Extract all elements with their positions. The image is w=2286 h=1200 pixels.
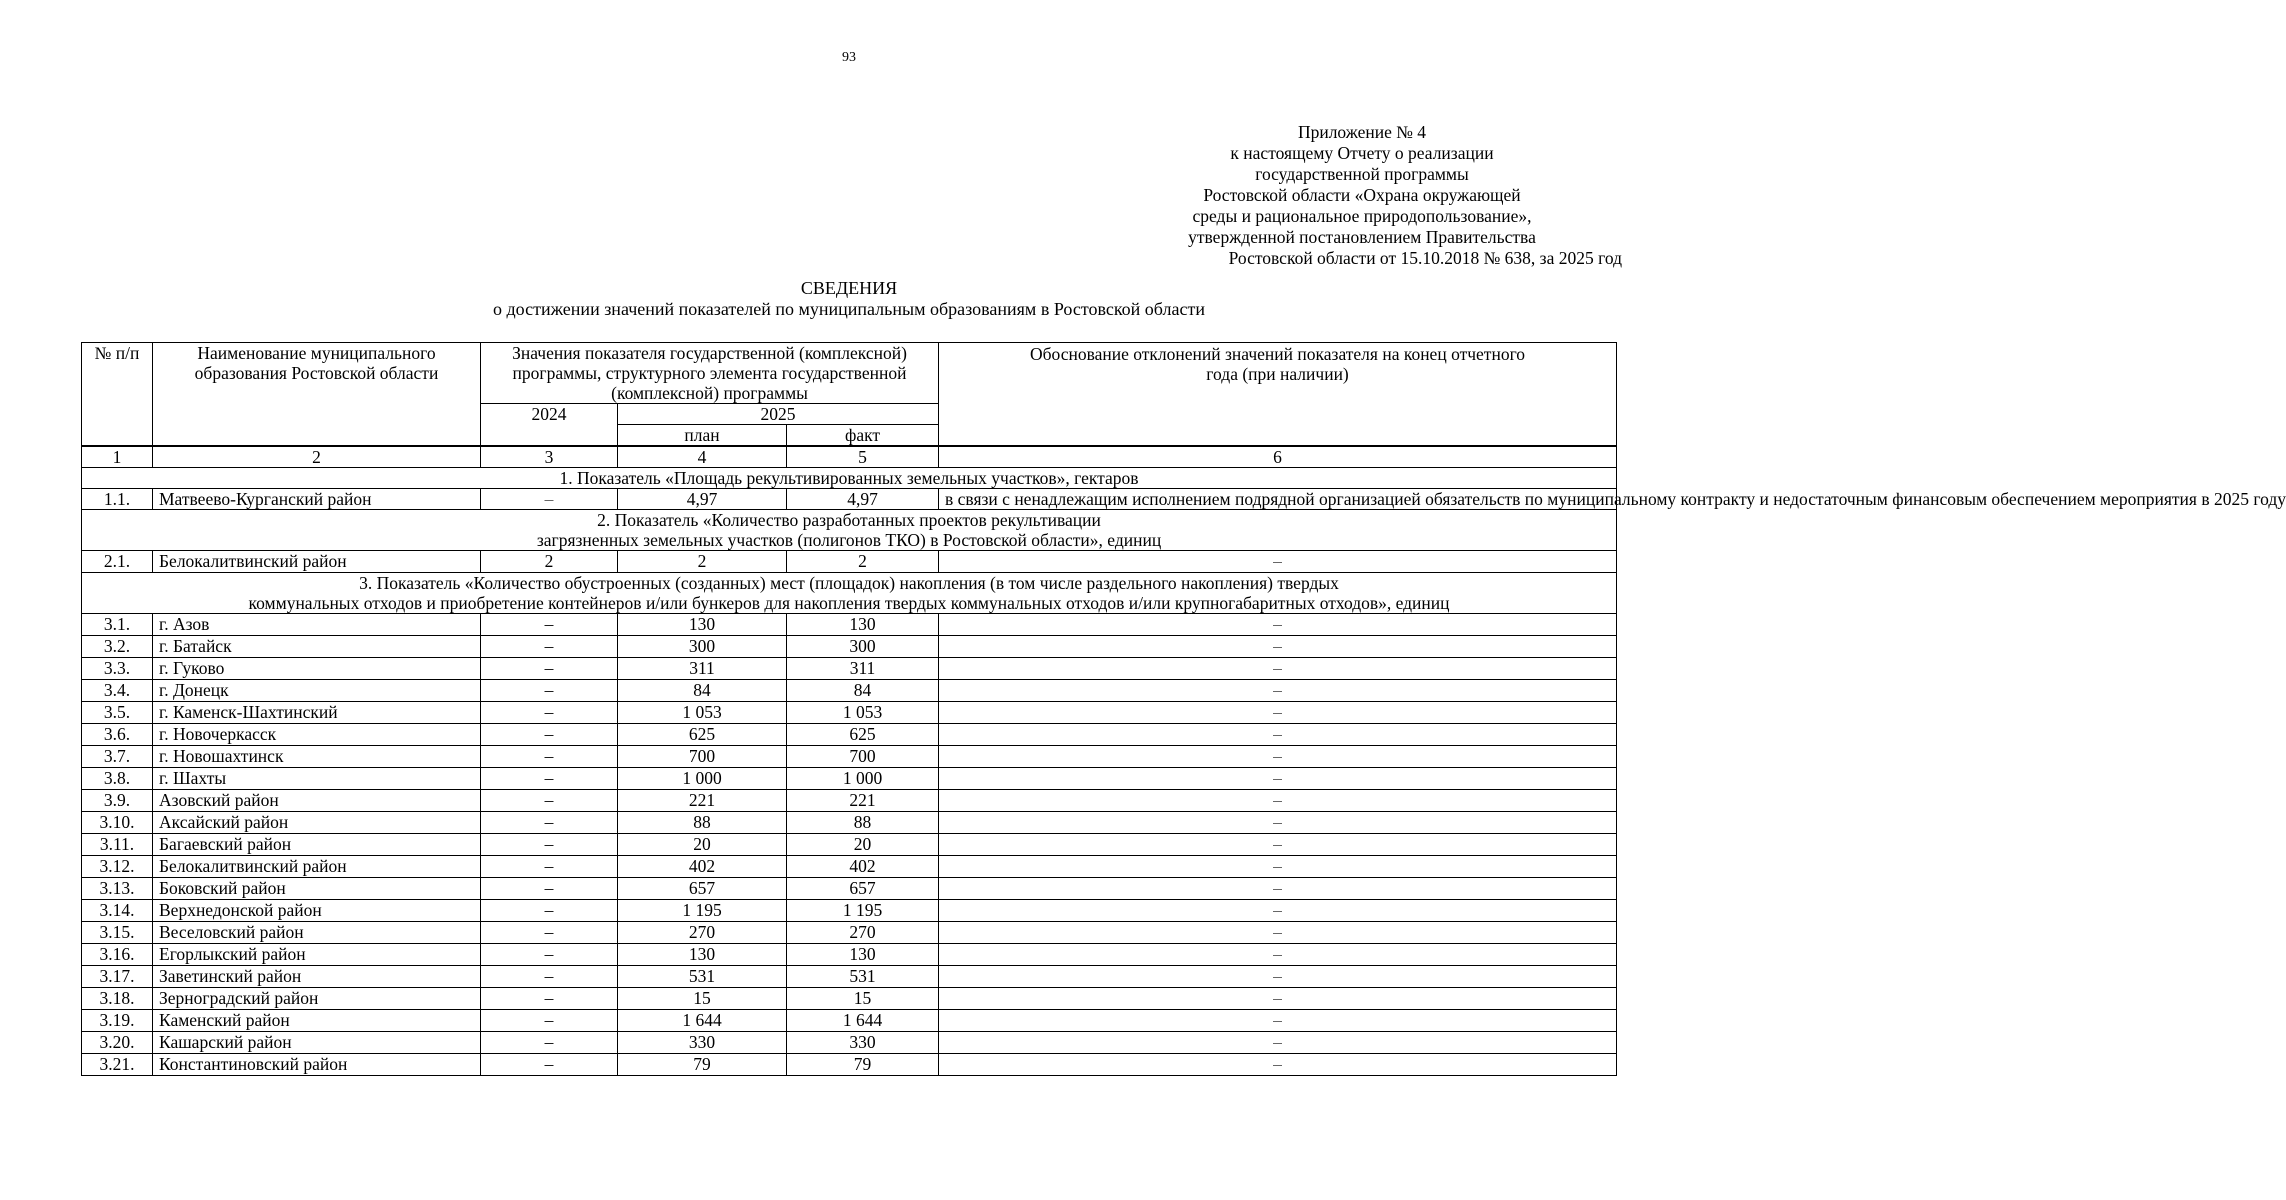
table-row [82, 1010, 1617, 1032]
row-municipality: Аксайский район [153, 812, 481, 834]
header-number: № п/п [82, 343, 153, 447]
row-value-2024: – [481, 944, 618, 966]
document-title [0, 278, 1698, 320]
row-value-fact: 700 [787, 746, 939, 768]
section3-rows [82, 614, 1617, 1076]
row-deviation-reason: – [939, 702, 1617, 724]
row-number: 1.1. [82, 489, 153, 510]
row-value-fact: 79 [787, 1054, 939, 1076]
col-number-3: 3 [481, 446, 618, 468]
title-subheading: о достижении значений показателей по муниципальным образованиям в Ростовской области [493, 299, 1205, 319]
row-deviation-reason: – [939, 1054, 1617, 1076]
row-value-2024: – [481, 1032, 618, 1054]
row-value-plan: 221 [618, 790, 787, 812]
row-deviation-reason: – [939, 768, 1617, 790]
table-row [82, 702, 1617, 724]
row-value-plan: 330 [618, 1032, 787, 1054]
row-value-plan: 20 [618, 834, 787, 856]
appendix-block [1102, 122, 1622, 269]
row-value-2024: – [481, 746, 618, 768]
row-value-2024: – [481, 834, 618, 856]
row-number: 3.14. [82, 900, 153, 922]
row-deviation-reason: – [939, 724, 1617, 746]
row-value-2024: – [481, 966, 618, 988]
appendix-line: утвержденной постановлением Правительства [1188, 227, 1536, 247]
row-value-2024: – [481, 636, 618, 658]
row-deviation-reason: – [939, 966, 1617, 988]
appendix-line: к настоящему Отчету о реализации [1230, 143, 1494, 163]
row-value-plan: 1 053 [618, 702, 787, 724]
row-value-fact: 130 [787, 944, 939, 966]
row-value-2024: – [481, 988, 618, 1010]
table-row [82, 900, 1617, 922]
row-value-2024: – [481, 702, 618, 724]
row-value-fact: 311 [787, 658, 939, 680]
table-row [82, 724, 1617, 746]
row-number: 3.12. [82, 856, 153, 878]
row-value-fact: 88 [787, 812, 939, 834]
row-value-plan: 625 [618, 724, 787, 746]
table-row [82, 966, 1617, 988]
row-value-fact: 1 053 [787, 702, 939, 724]
row-deviation-reason: – [939, 636, 1617, 658]
row-value-fact: 221 [787, 790, 939, 812]
row-municipality: г. Батайск [153, 636, 481, 658]
row-number: 3.6. [82, 724, 153, 746]
section-title-line: коммунальных отходов и приобретение контейнеров и/или бункеров для накопления твердых коммунальных отходов и/или крупногабаритных отходов», единиц [248, 593, 1450, 613]
row-municipality: Константиновский район [153, 1054, 481, 1076]
header-fact: факт [787, 425, 939, 447]
row-number: 3.17. [82, 966, 153, 988]
table-row [82, 834, 1617, 856]
row-deviation-reason: – [939, 922, 1617, 944]
row-municipality: Матвеево-Курганский район [153, 489, 481, 510]
col-number-6: 6 [939, 446, 1617, 468]
row-deviation-reason: – [939, 680, 1617, 702]
table-row [82, 988, 1617, 1010]
row-value-plan: 84 [618, 680, 787, 702]
section-title [82, 573, 1617, 614]
row-number: 3.3. [82, 658, 153, 680]
row-value-fact: 84 [787, 680, 939, 702]
row-municipality: г. Азов [153, 614, 481, 636]
appendix-line: среды и рациональное природопользование», [1192, 206, 1532, 226]
row-municipality: Зерноградский район [153, 988, 481, 1010]
table-row [82, 636, 1617, 658]
row-value-2024: – [481, 680, 618, 702]
row-value-plan: 15 [618, 988, 787, 1010]
row-municipality: Веселовский район [153, 922, 481, 944]
section-title-line: 3. Показатель «Количество обустроенных (созданных) мест (площадок) накопления (в том числе раздельного накопления) твердых [359, 573, 1339, 593]
row-value-plan: 130 [618, 944, 787, 966]
row-municipality: г. Гуково [153, 658, 481, 680]
row-number: 3.15. [82, 922, 153, 944]
row-value-2024: – [481, 724, 618, 746]
row-value-2024: – [481, 878, 618, 900]
header-municipality: Наименование муниципального образования Ростовской области [153, 343, 481, 447]
row-municipality: Белокалитвинский район [153, 551, 481, 573]
row-number: 3.16. [82, 944, 153, 966]
table-row [82, 658, 1617, 680]
appendix-line: Ростовской области «Охрана окружающей [1203, 185, 1521, 205]
col-number-4: 4 [618, 446, 787, 468]
row-value-fact: 1 195 [787, 900, 939, 922]
row-value-2024: – [481, 1054, 618, 1076]
row-value-fact: 270 [787, 922, 939, 944]
row-municipality: г. Шахты [153, 768, 481, 790]
row-value-plan: 1 195 [618, 900, 787, 922]
table-row [82, 746, 1617, 768]
row-number: 3.7. [82, 746, 153, 768]
row-number: 3.1. [82, 614, 153, 636]
row-deviation-reason: в связи с ненадлежащим исполнением подрядной организацией обязательств по муниципальному контракту и недостаточным финансовым обеспечением мероприятия в 2025 году [939, 489, 1617, 510]
row-value-2024: – [481, 1010, 618, 1032]
table-row [82, 944, 1617, 966]
table-row [82, 790, 1617, 812]
row-municipality: Боковский район [153, 878, 481, 900]
row-value-2024: – [481, 768, 618, 790]
row-municipality: Багаевский район [153, 834, 481, 856]
row-value-2024: – [481, 614, 618, 636]
table-row [82, 680, 1617, 702]
header-deviation-reason: Обоснование отклонений значений показателя на конец отчетного года (при наличии) [939, 343, 1617, 447]
row-value-2024: – [481, 856, 618, 878]
row-municipality: Егорлыкский район [153, 944, 481, 966]
row-value-plan: 1 644 [618, 1010, 787, 1032]
row-municipality: г. Новочеркасск [153, 724, 481, 746]
row-deviation-reason: – [939, 878, 1617, 900]
row-number: 3.20. [82, 1032, 153, 1054]
row-deviation-reason: – [939, 812, 1617, 834]
row-municipality: Кашарский район [153, 1032, 481, 1054]
row-value-fact: 402 [787, 856, 939, 878]
row-value-plan: 2 [618, 551, 787, 573]
row-value-fact: 531 [787, 966, 939, 988]
row-value-2024: – [481, 812, 618, 834]
row-value-plan: 657 [618, 878, 787, 900]
row-municipality: г. Новошахтинск [153, 746, 481, 768]
header-year-2025: 2025 [618, 404, 939, 425]
row-value-fact: 657 [787, 878, 939, 900]
row-value-plan: 402 [618, 856, 787, 878]
row-municipality: Белокалитвинский район [153, 856, 481, 878]
row-deviation-reason: – [939, 900, 1617, 922]
row-deviation-reason: – [939, 1010, 1617, 1032]
row-deviation-reason: – [939, 614, 1617, 636]
row-value-2024: – [481, 900, 618, 922]
row-value-plan: 270 [618, 922, 787, 944]
row-number: 3.11. [82, 834, 153, 856]
row-deviation-reason: – [939, 551, 1617, 573]
row-number: 2.1. [82, 551, 153, 573]
table-row [82, 812, 1617, 834]
row-deviation-reason: – [939, 856, 1617, 878]
header-year-2024: 2024 [481, 404, 618, 447]
section-title-line: загрязненных земельных участков (полигонов ТКО) в Ростовской области», единиц [536, 530, 1162, 550]
row-value-2024: – [481, 489, 618, 510]
header-indicator-values: Значения показателя государственной (комплексной) программы, структурного элемента государственной (комплексной) программы [481, 343, 939, 404]
row-value-plan: 1 000 [618, 768, 787, 790]
row-value-fact: 130 [787, 614, 939, 636]
row-deviation-reason: – [939, 658, 1617, 680]
row-deviation-reason: – [939, 1032, 1617, 1054]
title-heading: СВЕДЕНИЯ [800, 278, 898, 298]
row-value-plan: 88 [618, 812, 787, 834]
row-value-2024: – [481, 658, 618, 680]
row-deviation-reason: – [939, 988, 1617, 1010]
row-value-fact: 625 [787, 724, 939, 746]
appendix-line: Приложение № 4 [1297, 122, 1427, 142]
row-value-plan: 700 [618, 746, 787, 768]
appendix-line: Ростовской области от 15.10.2018 № 638, за 2025 год [1228, 248, 1622, 268]
row-deviation-reason: – [939, 746, 1617, 768]
header-plan: план [618, 425, 787, 447]
indicators-table [81, 342, 2286, 1076]
col-number-1: 1 [82, 446, 153, 468]
table-row [82, 1054, 1617, 1076]
row-number: 3.4. [82, 680, 153, 702]
row-number: 3.19. [82, 1010, 153, 1032]
section-title-line: 2. Показатель «Количество разработанных проектов рекультивации [597, 510, 1101, 530]
row-number: 3.21. [82, 1054, 153, 1076]
table-row [82, 922, 1617, 944]
row-number: 3.18. [82, 988, 153, 1010]
section-title: 1. Показатель «Площадь рекультивированных земельных участков», гектаров [82, 468, 1617, 489]
col-number-2: 2 [153, 446, 481, 468]
row-number: 3.9. [82, 790, 153, 812]
row-municipality: Азовский район [153, 790, 481, 812]
row-value-2024: 2 [481, 551, 618, 573]
row-number: 3.10. [82, 812, 153, 834]
row-value-plan: 130 [618, 614, 787, 636]
row-number: 3.2. [82, 636, 153, 658]
row-municipality: Заветинский район [153, 966, 481, 988]
row-value-fact: 330 [787, 1032, 939, 1054]
row-value-plan: 4,97 [618, 489, 787, 510]
row-value-fact: 20 [787, 834, 939, 856]
row-value-fact: 4,97 [787, 489, 939, 510]
row-deviation-reason: – [939, 944, 1617, 966]
row-value-plan: 531 [618, 966, 787, 988]
row-value-fact: 1 644 [787, 1010, 939, 1032]
row-value-plan: 311 [618, 658, 787, 680]
row-number: 3.5. [82, 702, 153, 724]
row-value-plan: 79 [618, 1054, 787, 1076]
table-row [82, 1032, 1617, 1054]
section-title [82, 510, 1617, 551]
table-row [82, 614, 1617, 636]
row-value-fact: 15 [787, 988, 939, 1010]
row-municipality: Верхнедонской район [153, 900, 481, 922]
row-municipality: Каменский район [153, 1010, 481, 1032]
row-deviation-reason: – [939, 790, 1617, 812]
page-number: 93 [842, 50, 856, 65]
row-number: 3.8. [82, 768, 153, 790]
table-row [82, 878, 1617, 900]
col-number-5: 5 [787, 446, 939, 468]
row-value-fact: 1 000 [787, 768, 939, 790]
row-deviation-reason: – [939, 834, 1617, 856]
row-municipality: г. Донецк [153, 680, 481, 702]
row-municipality: г. Каменск-Шахтинский [153, 702, 481, 724]
appendix-line: государственной программы [1255, 164, 1469, 184]
row-number: 3.13. [82, 878, 153, 900]
row-value-2024: – [481, 790, 618, 812]
row-value-2024: – [481, 922, 618, 944]
table-row [82, 856, 1617, 878]
row-value-fact: 300 [787, 636, 939, 658]
row-value-fact: 2 [787, 551, 939, 573]
table-row [82, 768, 1617, 790]
row-value-plan: 300 [618, 636, 787, 658]
